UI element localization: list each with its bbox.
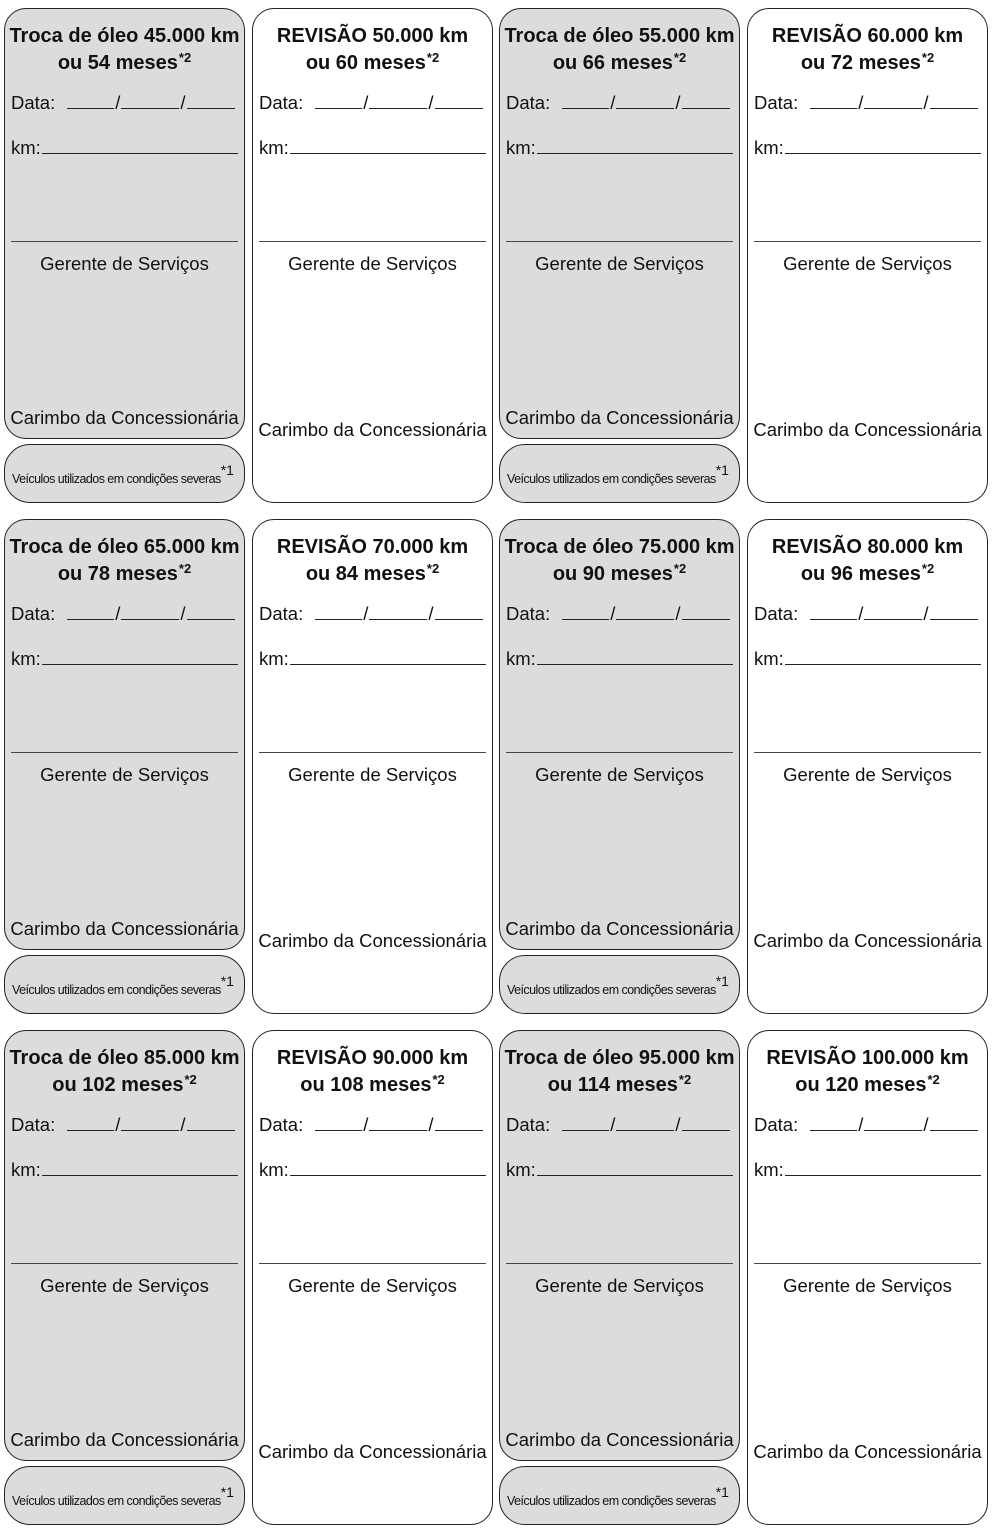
km-blank[interactable]: [537, 1158, 733, 1176]
card-title-line1: Troca de óleo 85.000 km: [9, 1047, 240, 1069]
km-field[interactable]: [754, 1158, 981, 1181]
km-field[interactable]: [11, 647, 238, 670]
card-title: [253, 534, 492, 589]
card-title: [748, 534, 987, 589]
km-field[interactable]: [11, 136, 238, 159]
severe-footnote-marker: *1: [220, 973, 234, 989]
signature-line[interactable]: [11, 752, 238, 753]
km-label: km:: [754, 1159, 784, 1180]
km-blank[interactable]: [785, 136, 981, 154]
km-blank[interactable]: [785, 647, 981, 665]
date-month-blank[interactable]: [864, 91, 922, 109]
km-field[interactable]: [506, 647, 733, 670]
severe-conditions-label: Veículos utilizados em condições severas: [12, 983, 221, 998]
date-year-blank[interactable]: [682, 91, 730, 109]
date-field[interactable]: [754, 602, 978, 625]
km-label: km:: [506, 1159, 536, 1180]
date-separator: /: [858, 92, 864, 113]
date-month-blank[interactable]: [369, 1113, 427, 1131]
severe-conditions-text: [507, 1484, 729, 1509]
signature-line[interactable]: [506, 1263, 733, 1264]
revision-card: [252, 1030, 493, 1525]
card-title-line2: ou 90 meses: [552, 563, 673, 585]
revision-card: [252, 8, 493, 503]
date-year-blank[interactable]: [187, 1113, 235, 1131]
service-manager-label: Gerente de Serviços: [288, 1275, 457, 1296]
severe-footnote-marker: *1: [715, 973, 729, 989]
oil-change-card: [4, 1030, 245, 1461]
card-title-line2: ou 120 meses: [795, 1074, 927, 1096]
date-month-blank[interactable]: [616, 602, 674, 620]
date-separator: /: [180, 603, 186, 624]
date-separator: /: [858, 603, 864, 624]
km-label: km:: [506, 137, 536, 158]
date-label: Data:: [11, 92, 56, 113]
card-title-line2: ou 114 meses: [547, 1074, 678, 1096]
severe-conditions-text: [507, 973, 729, 998]
date-label: Data:: [11, 1114, 56, 1135]
severe-footnote-marker: *1: [220, 462, 234, 478]
date-separator: /: [115, 603, 121, 624]
service-manager-label: Gerente de Serviços: [40, 1275, 209, 1296]
card-title-line2: ou 102 meses: [52, 1074, 184, 1096]
signature-line[interactable]: [11, 1263, 238, 1264]
signature-line[interactable]: [259, 1263, 486, 1264]
card-title: [748, 1045, 987, 1100]
oil-change-card: [4, 519, 245, 950]
date-year-blank[interactable]: [682, 1113, 730, 1131]
date-field[interactable]: [506, 602, 730, 625]
title-footnote-marker: *2: [673, 50, 687, 65]
date-field[interactable]: [259, 1113, 483, 1136]
km-label: km:: [11, 137, 41, 158]
title-footnote-marker: *2: [432, 1072, 445, 1087]
km-field[interactable]: [259, 1158, 486, 1181]
km-field[interactable]: [259, 647, 486, 670]
severe-conditions-text: [12, 1484, 234, 1509]
km-label: km:: [259, 137, 289, 158]
severe-conditions-box[interactable]: [4, 444, 245, 503]
km-field[interactable]: [506, 1158, 733, 1181]
date-month-blank[interactable]: [369, 602, 427, 620]
km-blank[interactable]: [785, 1158, 981, 1176]
date-separator: /: [923, 603, 929, 624]
card-title-line2: ou 108 meses: [300, 1074, 432, 1096]
severe-conditions-label: Veículos utilizados em condições severas: [507, 472, 716, 487]
severe-conditions-label: Veículos utilizados em condições severas: [12, 1494, 221, 1509]
severe-conditions-box[interactable]: [499, 1466, 740, 1525]
service-manager-label: Gerente de Serviços: [40, 253, 209, 274]
date-separator: /: [428, 92, 434, 113]
date-month-blank[interactable]: [616, 1113, 674, 1131]
date-label: Data:: [506, 92, 551, 113]
date-separator: /: [115, 1114, 121, 1135]
card-title-line1: REVISÃO 80.000 km: [771, 536, 964, 558]
date-day-blank[interactable]: [67, 602, 114, 620]
date-label: Data:: [754, 92, 799, 113]
service-manager-label: Gerente de Serviços: [783, 253, 952, 274]
card-title-line2: ou 66 meses: [552, 52, 673, 74]
date-separator: /: [363, 92, 369, 113]
dealership-stamp-label: Carimbo da Concessionária: [258, 1441, 487, 1462]
card-title-line1: Troca de óleo 65.000 km: [9, 536, 240, 558]
card-title-line2: ou 72 meses: [800, 52, 921, 74]
card-title: [5, 534, 244, 589]
signature-line[interactable]: [754, 241, 981, 242]
km-field[interactable]: [11, 1158, 238, 1181]
date-separator: /: [923, 92, 929, 113]
service-manager-label: Gerente de Serviços: [783, 764, 952, 785]
date-separator: /: [858, 1114, 864, 1135]
dealership-stamp-label: Carimbo da Concessionária: [505, 407, 734, 428]
severe-conditions-text: [12, 973, 234, 998]
dealership-stamp-label: Carimbo da Concessionária: [753, 930, 982, 951]
signature-line[interactable]: [506, 241, 733, 242]
date-label: Data:: [506, 603, 551, 624]
dealership-stamp-label: Carimbo da Concessionária: [10, 918, 239, 939]
date-label: Data:: [754, 1114, 799, 1135]
km-blank[interactable]: [537, 647, 733, 665]
date-day-blank[interactable]: [562, 602, 609, 620]
date-year-blank[interactable]: [187, 602, 235, 620]
date-day-blank[interactable]: [315, 1113, 362, 1131]
date-separator: /: [610, 1114, 616, 1135]
date-day-blank[interactable]: [67, 1113, 114, 1131]
date-separator: /: [675, 1114, 681, 1135]
date-year-blank[interactable]: [187, 91, 235, 109]
title-footnote-marker: *2: [178, 561, 192, 576]
card-title: [253, 1045, 492, 1100]
date-field[interactable]: [506, 1113, 730, 1136]
title-footnote-marker: *2: [921, 50, 935, 65]
date-year-blank[interactable]: [682, 602, 730, 620]
date-field[interactable]: [754, 91, 978, 114]
date-month-blank[interactable]: [616, 91, 674, 109]
severe-conditions-box[interactable]: [499, 444, 740, 503]
signature-line[interactable]: [11, 241, 238, 242]
dealership-stamp-label: Carimbo da Concessionária: [258, 419, 487, 440]
km-label: km:: [754, 137, 784, 158]
severe-footnote-marker: *1: [715, 462, 729, 478]
card-title: [500, 23, 739, 78]
revision-card: [252, 519, 493, 1014]
dealership-stamp-label: Carimbo da Concessionária: [258, 930, 487, 951]
title-footnote-marker: *2: [184, 1072, 197, 1087]
signature-line[interactable]: [506, 752, 733, 753]
service-manager-label: Gerente de Serviços: [535, 1275, 704, 1296]
card-title-line1: REVISÃO 70.000 km: [276, 536, 469, 558]
dealership-stamp-label: Carimbo da Concessionária: [753, 1441, 982, 1462]
date-separator: /: [180, 92, 186, 113]
date-day-blank[interactable]: [810, 1113, 857, 1131]
date-separator: /: [363, 1114, 369, 1135]
service-manager-label: Gerente de Serviços: [783, 1275, 952, 1296]
km-field[interactable]: [754, 647, 981, 670]
date-month-blank[interactable]: [121, 91, 179, 109]
card-title: [5, 1045, 244, 1100]
severe-conditions-box[interactable]: [499, 955, 740, 1014]
signature-line[interactable]: [754, 752, 981, 753]
card-title: [253, 23, 492, 78]
card-title-line1: REVISÃO 60.000 km: [771, 25, 964, 47]
date-field[interactable]: [754, 1113, 978, 1136]
oil-change-card: [499, 1030, 740, 1461]
severe-conditions-text: [12, 462, 234, 487]
card-title-line2: ou 54 meses: [57, 52, 178, 74]
date-day-blank[interactable]: [810, 91, 857, 109]
date-field[interactable]: [506, 91, 730, 114]
date-day-blank[interactable]: [562, 91, 609, 109]
card-title: [500, 534, 739, 589]
date-month-blank[interactable]: [864, 1113, 922, 1131]
date-day-blank[interactable]: [315, 602, 362, 620]
revision-card: [747, 519, 988, 1014]
service-manager-label: Gerente de Serviços: [40, 764, 209, 785]
oil-change-card: [499, 519, 740, 950]
card-title-line1: REVISÃO 50.000 km: [276, 25, 469, 47]
date-separator: /: [923, 1114, 929, 1135]
card-title: [500, 1045, 739, 1100]
service-manager-label: Gerente de Serviços: [288, 764, 457, 785]
severe-conditions-text: [507, 462, 729, 487]
severe-conditions-label: Veículos utilizados em condições severas: [507, 1494, 716, 1509]
km-blank[interactable]: [42, 1158, 238, 1176]
date-day-blank[interactable]: [315, 91, 362, 109]
date-field[interactable]: [11, 602, 235, 625]
severe-conditions-box[interactable]: [4, 1466, 245, 1525]
km-label: km:: [259, 1159, 289, 1180]
coupon-row: [0, 8, 992, 508]
km-label: km:: [506, 648, 536, 669]
title-footnote-marker: *2: [673, 561, 687, 576]
date-label: Data:: [506, 1114, 551, 1135]
km-field[interactable]: [506, 136, 733, 159]
revision-card: [747, 1030, 988, 1525]
signature-line[interactable]: [754, 1263, 981, 1264]
date-field[interactable]: [11, 91, 235, 114]
km-label: km:: [11, 1159, 41, 1180]
km-blank[interactable]: [290, 647, 486, 665]
date-month-blank[interactable]: [864, 602, 922, 620]
title-footnote-marker: *2: [426, 561, 440, 576]
card-title-line2: ou 60 meses: [305, 52, 426, 74]
date-label: Data:: [259, 92, 304, 113]
card-title-line1: Troca de óleo 75.000 km: [504, 536, 735, 558]
km-blank[interactable]: [290, 136, 486, 154]
signature-line[interactable]: [259, 241, 486, 242]
date-day-blank[interactable]: [810, 602, 857, 620]
date-separator: /: [363, 603, 369, 624]
dealership-stamp-label: Carimbo da Concessionária: [505, 918, 734, 939]
date-field[interactable]: [259, 602, 483, 625]
date-separator: /: [115, 92, 121, 113]
title-footnote-marker: *2: [678, 1072, 692, 1087]
km-field[interactable]: [754, 136, 981, 159]
service-manager-label: Gerente de Serviços: [535, 764, 704, 785]
km-label: km:: [259, 648, 289, 669]
date-separator: /: [428, 603, 434, 624]
km-label: km:: [754, 648, 784, 669]
date-label: Data:: [754, 603, 799, 624]
km-blank[interactable]: [290, 1158, 486, 1176]
date-year-blank[interactable]: [435, 1113, 483, 1131]
date-year-blank[interactable]: [435, 602, 483, 620]
service-manager-label: Gerente de Serviços: [288, 253, 457, 274]
title-footnote-marker: *2: [927, 1072, 940, 1087]
card-title-line2: ou 96 meses: [800, 563, 921, 585]
card-title-line1: REVISÃO 90.000 km: [276, 1047, 469, 1069]
date-separator: /: [610, 92, 616, 113]
date-label: Data:: [259, 1114, 304, 1135]
km-blank[interactable]: [42, 647, 238, 665]
card-title-line1: REVISÃO 100.000 km: [766, 1047, 969, 1069]
date-separator: /: [675, 603, 681, 624]
km-label: km:: [11, 648, 41, 669]
severe-footnote-marker: *1: [715, 1484, 729, 1500]
signature-line[interactable]: [259, 752, 486, 753]
severe-conditions-box[interactable]: [4, 955, 245, 1014]
date-separator: /: [428, 1114, 434, 1135]
oil-change-card: [4, 8, 245, 439]
card-title-line1: Troca de óleo 95.000 km: [504, 1047, 735, 1069]
dealership-stamp-label: Carimbo da Concessionária: [505, 1429, 734, 1450]
card-title-line1: Troca de óleo 45.000 km: [9, 25, 240, 47]
date-day-blank[interactable]: [67, 91, 114, 109]
date-day-blank[interactable]: [562, 1113, 609, 1131]
severe-conditions-label: Veículos utilizados em condições severas: [12, 472, 221, 487]
date-label: Data:: [259, 603, 304, 624]
severe-conditions-label: Veículos utilizados em condições severas: [507, 983, 716, 998]
date-separator: /: [610, 603, 616, 624]
coupon-row: [0, 1030, 992, 1530]
date-label: Data:: [11, 603, 56, 624]
dealership-stamp-label: Carimbo da Concessionária: [753, 419, 982, 440]
card-title: [5, 23, 244, 78]
service-manager-label: Gerente de Serviços: [535, 253, 704, 274]
card-title-line2: ou 84 meses: [305, 563, 426, 585]
title-footnote-marker: *2: [921, 561, 935, 576]
date-year-blank[interactable]: [930, 91, 978, 109]
oil-change-card: [499, 8, 740, 439]
title-footnote-marker: *2: [178, 50, 192, 65]
coupon-row: [0, 519, 992, 1019]
date-month-blank[interactable]: [121, 602, 179, 620]
date-month-blank[interactable]: [369, 91, 427, 109]
date-field[interactable]: [11, 1113, 235, 1136]
date-month-blank[interactable]: [121, 1113, 179, 1131]
title-footnote-marker: *2: [426, 50, 440, 65]
date-year-blank[interactable]: [930, 602, 978, 620]
card-title-line2: ou 78 meses: [57, 563, 178, 585]
date-separator: /: [675, 92, 681, 113]
date-separator: /: [180, 1114, 186, 1135]
date-year-blank[interactable]: [930, 1113, 978, 1131]
km-blank[interactable]: [42, 136, 238, 154]
revision-card: [747, 8, 988, 503]
severe-footnote-marker: *1: [220, 1484, 234, 1500]
card-title: [748, 23, 987, 78]
km-field[interactable]: [259, 136, 486, 159]
card-title-line1: Troca de óleo 55.000 km: [504, 25, 735, 47]
date-year-blank[interactable]: [435, 91, 483, 109]
dealership-stamp-label: Carimbo da Concessionária: [10, 407, 239, 428]
km-blank[interactable]: [537, 136, 733, 154]
dealership-stamp-label: Carimbo da Concessionária: [10, 1429, 239, 1450]
date-field[interactable]: [259, 91, 483, 114]
